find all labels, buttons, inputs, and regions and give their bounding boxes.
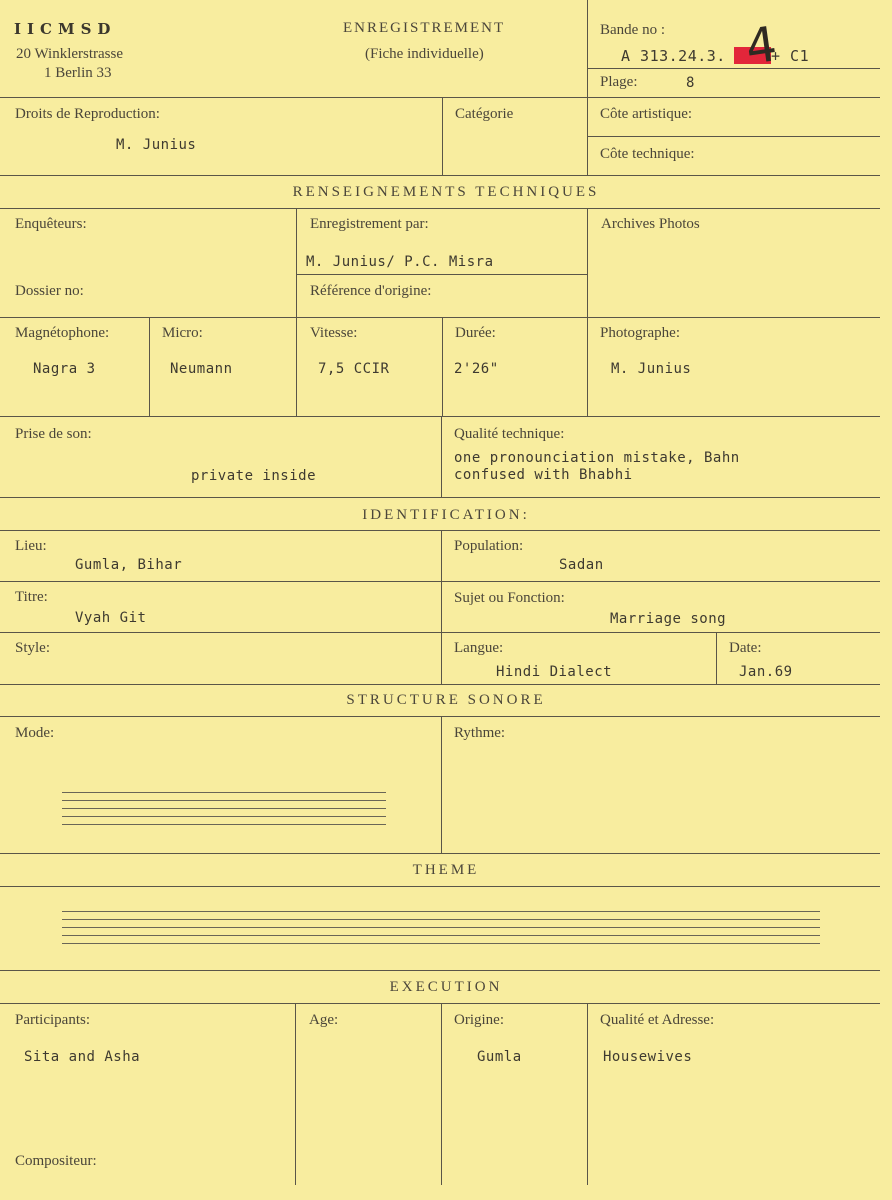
org-logo: IICMSD [14,20,117,38]
magnetophone-value: Nagra 3 [33,361,96,377]
bande-label: Bande no : [600,22,665,38]
rythme-label: Rythme: [454,725,506,741]
staff-line [62,824,386,825]
address-line-1: 20 Winklerstrasse [16,46,124,62]
rule [441,716,442,853]
duree-value: 2'26" [454,361,499,377]
rule [0,1003,880,1004]
mode-label: Mode: [15,725,55,741]
qualite-value-1: one pronounciation mistake, Bahn [454,450,740,466]
rule [587,1003,588,1185]
form-subtitle: (Fiche individuelle) [365,46,484,62]
cote-technique-label: Côte technique: [600,146,695,162]
plage-label: Plage: [600,74,638,90]
staff-line [62,792,386,793]
rule [0,208,880,209]
prise-label: Prise de son: [15,426,92,442]
enqueteurs-label: Enquêteurs: [15,216,87,232]
photographe-value: M. Junius [611,361,692,377]
langue-value: Hindi Dialect [496,664,613,680]
address-line-2: 1 Berlin 33 [44,65,112,81]
sujet-label: Sujet ou Fonction: [454,590,565,606]
population-label: Population: [454,538,524,554]
bande-suffix: + C1 [771,47,810,65]
micro-value: Neumann [170,361,233,377]
staff-line [62,935,820,936]
origine-value: Gumla [477,1049,522,1065]
vitesse-label: Vitesse: [310,325,358,341]
rule [0,97,880,98]
rule [716,632,717,684]
droits-label: Droits de Reproduction: [15,106,160,122]
staff-line [62,816,386,817]
dossier-label: Dossier no: [15,283,84,299]
population-value: Sadan [559,557,604,573]
section-structure: STRUCTURE SONORE [346,692,546,708]
rule [0,886,880,887]
rule [441,1003,442,1185]
staff-line [62,808,386,809]
rule [149,317,150,416]
staff-line [62,800,386,801]
rule [587,136,880,137]
sujet-value: Marriage song [610,611,727,627]
rule [441,416,442,497]
micro-label: Micro: [162,325,203,341]
rule [296,274,587,275]
plage-value: 8 [686,75,695,91]
participants-value: Sita and Asha [24,1049,141,1065]
rule [0,970,880,971]
rule [441,530,442,684]
rule [0,853,880,854]
form-title: ENREGISTREMENT [343,20,506,36]
titre-label: Titre: [15,589,48,605]
rule [0,684,880,685]
rule [0,497,880,498]
magnetophone-label: Magnétophone: [15,325,110,341]
lieu-value: Gumla, Bihar [75,557,183,573]
staff-line [62,927,820,928]
categorie-label: Catégorie [455,106,514,122]
section-identification: IDENTIFICATION: [362,507,530,523]
enregistrement-value: M. Junius/ P.C. Misra [306,254,494,270]
droits-value: M. Junius [116,137,197,153]
compositeur-label: Compositeur: [15,1153,97,1169]
bande-value: A 313.24.3. [621,47,726,65]
date-value: Jan.69 [739,664,793,680]
rule [0,416,880,417]
titre-value: Vyah Git [75,610,147,626]
staff-line [62,911,820,912]
vitesse-value: 7,5 CCIR [318,361,390,377]
rule [0,632,880,633]
photographe-label: Photographe: [600,325,680,341]
section-theme: THEME [412,862,480,878]
rule [442,317,443,416]
participants-label: Participants: [15,1012,90,1028]
rule [0,175,880,176]
rule [0,530,880,531]
lieu-label: Lieu: [15,538,47,554]
qualite-value-2: confused with Bhabhi [454,467,633,483]
prise-value: private inside [191,468,317,484]
duree-label: Durée: [455,325,496,341]
staff-line [62,919,820,920]
bande-overwrite: 4 [742,16,781,76]
section-renseignements: RENSEIGNEMENTS TECHNIQUES [292,184,600,200]
rule [0,581,880,582]
qualite-adresse-label: Qualité et Adresse: [600,1012,715,1028]
date-label: Date: [729,640,762,656]
rule [587,208,588,416]
enregistrement-label: Enregistrement par: [310,216,429,232]
staff-line [62,943,820,944]
rule [0,317,880,318]
rule [0,716,880,717]
style-label: Style: [15,640,51,656]
rule [295,1003,296,1185]
qualite-adresse-value: Housewives [603,1049,693,1065]
archives-label: Archives Photos [601,216,700,232]
section-execution: EXECUTION [389,979,503,995]
rule [587,68,880,69]
rule [587,0,588,175]
rule [442,97,443,175]
rule [296,208,297,416]
age-label: Age: [309,1012,339,1028]
langue-label: Langue: [454,640,504,656]
reference-label: Référence d'origine: [310,283,432,299]
cote-artistique-label: Côte artistique: [600,106,693,122]
qualite-label: Qualité technique: [454,426,565,442]
origine-label: Origine: [454,1012,504,1028]
